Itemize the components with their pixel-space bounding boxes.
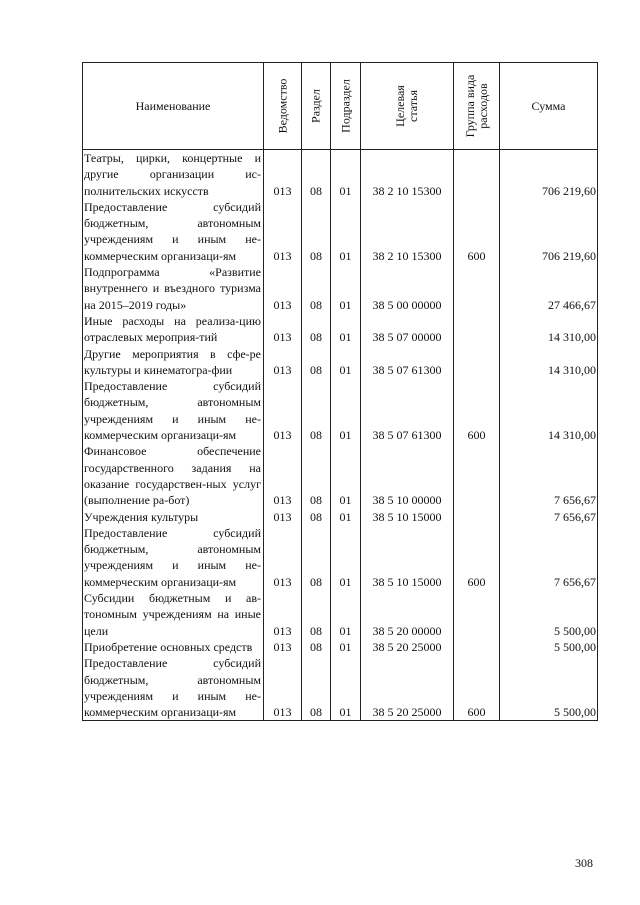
row-name: Другие мероприятия в сфе-ре культуры и кинематогра-фии (83, 346, 264, 379)
row-section: 08 (302, 655, 331, 721)
row-dept: 013 (264, 443, 302, 508)
row-group (454, 264, 500, 313)
row-sum: 7 656,67 (500, 509, 598, 525)
row-section: 08 (302, 150, 331, 199)
table-row (83, 346, 598, 379)
row-sum: 7 656,67 (500, 525, 598, 590)
header-sum: Сумма (500, 63, 598, 150)
row-sum: 27 466,67 (500, 264, 598, 313)
row-name: Предоставление субсидий бюджетным, автономным учреждениям и иным не-коммерческим организаци-ям (83, 378, 264, 443)
row-dept: 013 (264, 313, 302, 346)
row-subsection: 01 (331, 509, 361, 525)
row-name: Предоставление субсидий бюджетным, автономным учреждениям и иным не-коммерческим организаци-ям (83, 199, 264, 264)
table-body (83, 150, 598, 721)
row-section: 08 (302, 525, 331, 590)
row-section: 08 (302, 378, 331, 443)
row-subsection: 01 (331, 199, 361, 264)
row-subsection: 01 (331, 150, 361, 199)
row-sum: 706 219,60 (500, 199, 598, 264)
table-row (83, 150, 598, 199)
row-target: 38 2 10 15300 (361, 150, 454, 199)
row-name: Субсидии бюджетным и ав-тономным учреждениям на иные цели (83, 590, 264, 639)
row-sum: 14 310,00 (500, 313, 598, 346)
row-name: Подпрограмма «Развитие внутреннего и въездного туризма на 2015–2019 годы» (83, 264, 264, 313)
row-dept: 013 (264, 655, 302, 721)
row-subsection: 01 (331, 525, 361, 590)
budget-table (82, 62, 598, 721)
header-subsection: Подраздел (331, 63, 361, 150)
row-section: 08 (302, 443, 331, 508)
row-subsection: 01 (331, 443, 361, 508)
row-dept: 013 (264, 378, 302, 443)
header-group: Группа вида расходов (454, 63, 500, 150)
row-section: 08 (302, 639, 331, 655)
row-subsection: 01 (331, 264, 361, 313)
table-row (83, 590, 598, 639)
row-dept: 013 (264, 525, 302, 590)
row-name: Предоставление субсидий бюджетным, автономным учреждениям и иным не-коммерческим организаци-ям (83, 655, 264, 721)
row-section: 08 (302, 264, 331, 313)
row-group: 600 (454, 525, 500, 590)
row-name: Предоставление субсидий бюджетным, автономным учреждениям и иным не-коммерческим организаци-ям (83, 525, 264, 590)
row-group (454, 346, 500, 379)
table-row (83, 378, 598, 443)
table-row (83, 639, 598, 655)
row-dept: 013 (264, 150, 302, 199)
row-name: Приобретение основных средств (83, 639, 264, 655)
row-name: Театры, цирки, концертные и другие организации ис-полнительских искусств (83, 150, 264, 199)
row-sum: 14 310,00 (500, 346, 598, 379)
table-row (83, 443, 598, 508)
row-section: 08 (302, 199, 331, 264)
row-group: 600 (454, 655, 500, 721)
row-name: Иные расходы на реализа-цию отраслевых мероприя-тий (83, 313, 264, 346)
row-group: 600 (454, 378, 500, 443)
row-target: 38 5 20 25000 (361, 655, 454, 721)
row-target: 38 5 10 15000 (361, 525, 454, 590)
row-target: 38 5 00 00000 (361, 264, 454, 313)
table-row (83, 313, 598, 346)
row-target: 38 5 20 25000 (361, 639, 454, 655)
row-group: 600 (454, 199, 500, 264)
header-section: Раздел (302, 63, 331, 150)
table-row (83, 509, 598, 525)
row-dept: 013 (264, 590, 302, 639)
table-row (83, 525, 598, 590)
row-subsection: 01 (331, 590, 361, 639)
row-dept: 013 (264, 509, 302, 525)
row-subsection: 01 (331, 378, 361, 443)
row-section: 08 (302, 590, 331, 639)
table-row (83, 655, 598, 721)
row-sum: 14 310,00 (500, 378, 598, 443)
budget-table-sheet (82, 62, 597, 846)
row-group (454, 313, 500, 346)
row-subsection: 01 (331, 346, 361, 379)
row-dept: 013 (264, 199, 302, 264)
row-sum: 5 500,00 (500, 590, 598, 639)
row-sum: 7 656,67 (500, 443, 598, 508)
row-section: 08 (302, 346, 331, 379)
table-row (83, 264, 598, 313)
row-group (454, 639, 500, 655)
row-target: 38 2 10 15300 (361, 199, 454, 264)
row-target: 38 5 07 61300 (361, 346, 454, 379)
row-group (454, 443, 500, 508)
row-subsection: 01 (331, 313, 361, 346)
header-dept: Ведомство (264, 63, 302, 150)
row-name: Учреждения культуры (83, 509, 264, 525)
row-group (454, 590, 500, 639)
header-name: Наименование (83, 63, 264, 150)
row-dept: 013 (264, 639, 302, 655)
row-target: 38 5 20 00000 (361, 590, 454, 639)
row-group (454, 509, 500, 525)
row-subsection: 01 (331, 639, 361, 655)
page-number: 308 (575, 856, 593, 870)
row-section: 08 (302, 313, 331, 346)
row-group (454, 150, 500, 199)
row-target: 38 5 10 00000 (361, 443, 454, 508)
table-header-row (83, 63, 598, 150)
row-dept: 013 (264, 264, 302, 313)
row-sum: 5 500,00 (500, 655, 598, 721)
row-sum: 5 500,00 (500, 639, 598, 655)
row-sum: 706 219,60 (500, 150, 598, 199)
header-target: Целевая статья (361, 63, 454, 150)
row-target: 38 5 10 15000 (361, 509, 454, 525)
row-section: 08 (302, 509, 331, 525)
table-row (83, 199, 598, 264)
row-target: 38 5 07 00000 (361, 313, 454, 346)
row-dept: 013 (264, 346, 302, 379)
row-name: Финансовое обеспечение государственного задания на оказание государствен-ных услуг (выполнение ра-бот) (83, 443, 264, 508)
row-subsection: 01 (331, 655, 361, 721)
row-target: 38 5 07 61300 (361, 378, 454, 443)
